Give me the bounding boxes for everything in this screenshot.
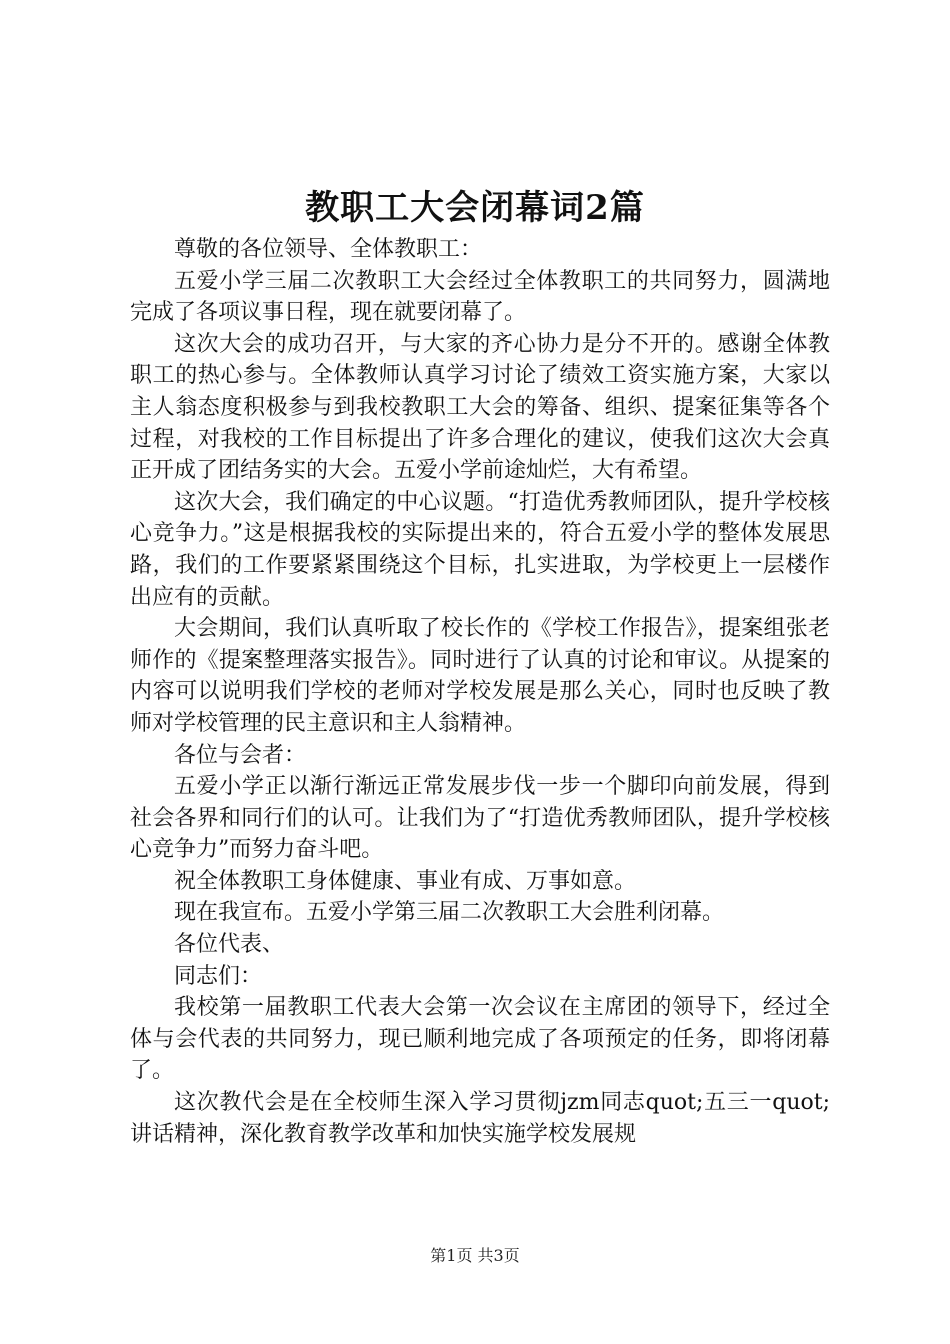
paragraph: 各位代表、	[174, 932, 285, 958]
paragraph: 这次大会，我们确定的中心议题。“打造优秀教师团队，提升学校核心竞争力。”这是根据我校的实际提出来的，符合五爱小学的整体发展思路，我们的工作要紧紧围绕这个目标，扎实进取，为学校更上一层楼作出应有的贡献。	[130, 489, 830, 610]
paragraph: 祝全体教职工身体健康、事业有成、万事如意。	[174, 868, 637, 894]
page-footer: 第1页 共3页	[430, 1246, 520, 1265]
paragraph: 同志们：	[174, 963, 263, 989]
paragraph: 这次大会的成功召开，与大家的齐心协力是分不开的。感谢全体教职工的热心参与。全体教师认真学习讨论了绩效工资实施方案，大家以主人翁态度积极参与到我校教职工大会的筹备、组织、提案征集等各个过程，对我校的工作目标提出了许多合理化的建议，使我们这次大会真正开成了团结务实的大会。五爱小学前途灿烂，大有希望。	[130, 331, 830, 484]
paragraph: 五爱小学三届二次教职工大会经过全体教职工的共同努力，圆满地完成了各项议事日程，现在就要闭幕了。	[130, 268, 830, 326]
paragraph: 五爱小学正以渐行渐远正常发展步伐一步一个脚印向前发展，得到社会各界和同行们的认可。让我们为了“打造优秀教师团队，提升学校核心竞争力”而努力奋斗吧。	[130, 774, 830, 863]
document-title: 教职工大会闭幕词2篇	[305, 188, 645, 228]
paragraph: 我校第一届教职工代表大会第一次会议在主席团的领导下，经过全体与会代表的共同努力，现已顺利地完成了各项预定的任务，即将闭幕了。	[130, 995, 830, 1084]
document-body	[130, 234, 830, 1150]
paragraph: 尊敬的各位领导、全体教职工：	[174, 237, 483, 262]
paragraph: 大会期间，我们认真听取了校长作的《学校工作报告》，提案组张老师作的《提案整理落实报告》。同时进行了认真的讨论和审议。从提案的内容可以说明我们学校的老师对学校发展是那么关心，同时也反映了教师对学校管理的民主意识和主人翁精神。	[130, 616, 830, 736]
paragraph: 现在我宣布。五爱小学第三届二次教职工大会胜利闭幕。	[174, 900, 725, 926]
paragraph: 各位与会者：	[174, 742, 307, 768]
paragraph: 这次教代会是在全校师生深入学习贯彻jzm同志quot;五三一quot;讲话精神，深化教育教学改革和加快实施学校发展规	[130, 1090, 830, 1147]
